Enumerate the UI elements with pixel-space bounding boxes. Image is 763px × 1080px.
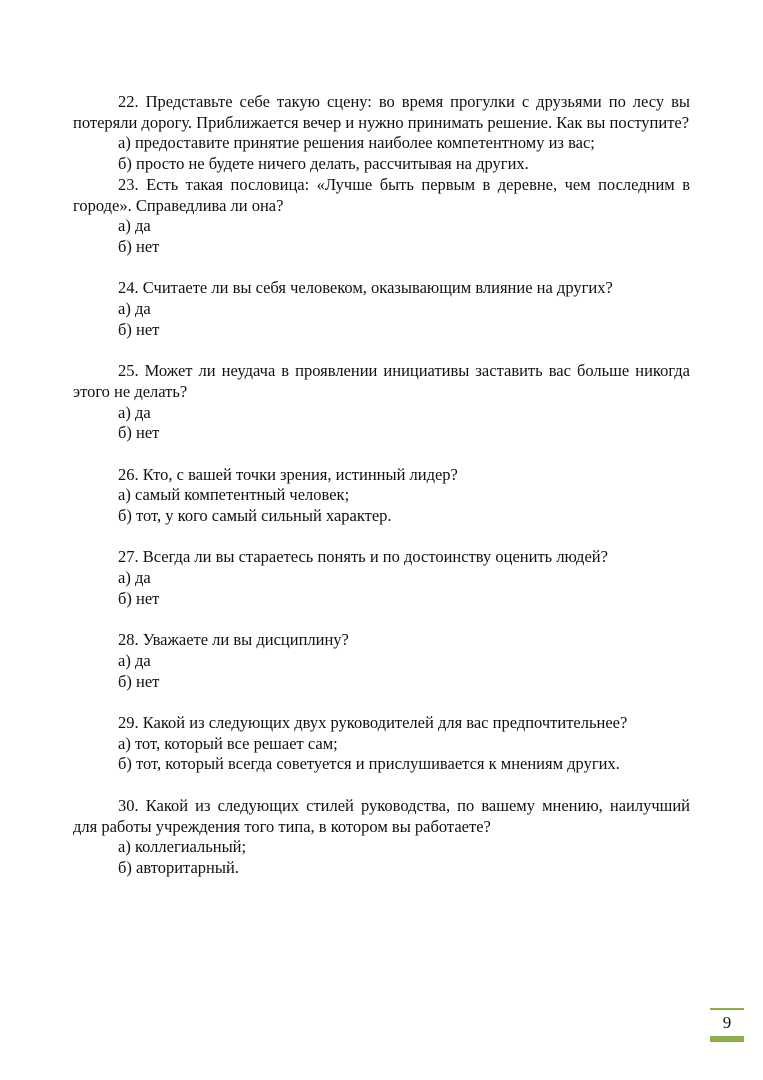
answer-option: б) тот, у кого самый сильный характер. [118,506,392,526]
answer-option: а) да [118,402,151,422]
answer-option: б) нет [118,423,160,443]
answer-option: а) самый компетентный человек; [118,485,350,505]
answer-option: а) коллегиальный; [118,837,247,857]
answer-option: б) нет [118,671,160,691]
answer-option: а) да [118,299,151,319]
question-text: 23. Есть такая пословица: «Лучше быть первым в деревне, чем последним в городе». Справедлива ли она? [73,174,690,215]
question-25 [73,361,690,444]
question-text: 26. Кто, с вашей точки зрения, истинный лидер? [118,464,458,484]
answer-option: а) да [118,216,151,236]
answer-option: б) нет [118,588,160,608]
question-text: 30. Какой из следующих стилей руководства, по вашему мнению, наилучший для работы учреждения того типа, в котором вы работаете? [73,795,690,836]
answer-option: а) да [118,568,151,588]
answer-option: а) да [118,650,151,670]
question-28 [73,630,690,692]
question-text: 22. Представьте себе такую сцену: во время прогулки с друзьями по лесу вы потеряли дорогу. Приближается вечер и нужно принимать решение. Как вы поступите? [73,92,690,132]
question-text: 25. Может ли неудача в проявлении инициативы заставить вас больше никогда этого не делать? [73,361,690,401]
question-24 [73,278,690,340]
page-number: 9 [722,1013,732,1032]
answer-option: б) авторитарный. [118,857,239,877]
answer-option: а) предоставите принятие решения наиболее компетентному из вас; [118,133,595,153]
question-30 [73,796,690,879]
answer-option: б) просто не будете ничего делать, рассчитывая на других. [118,154,529,174]
answer-option: а) тот, который все решает сам; [118,733,338,753]
question-23 [73,175,690,258]
answer-option: б) нет [118,236,160,256]
question-text: 24. Считаете ли вы себя человеком, оказывающим влияние на других? [118,278,613,298]
question-29 [73,713,690,775]
answer-option: б) нет [118,319,160,339]
question-text: 28. Уважаете ли вы дисциплину? [118,630,349,650]
document-body [73,92,690,879]
question-27 [73,547,690,609]
page-number-box [710,1008,744,1042]
answer-option: б) тот, который всегда советуется и прислушивается к мнениям других. [118,754,620,774]
question-text: 27. Всегда ли вы стараетесь понять и по достоинству оценить людей? [118,547,608,567]
question-22 [73,92,690,175]
question-text: 29. Какой из следующих двух руководителей для вас предпочтительнее? [118,713,628,732]
question-26 [73,465,690,527]
